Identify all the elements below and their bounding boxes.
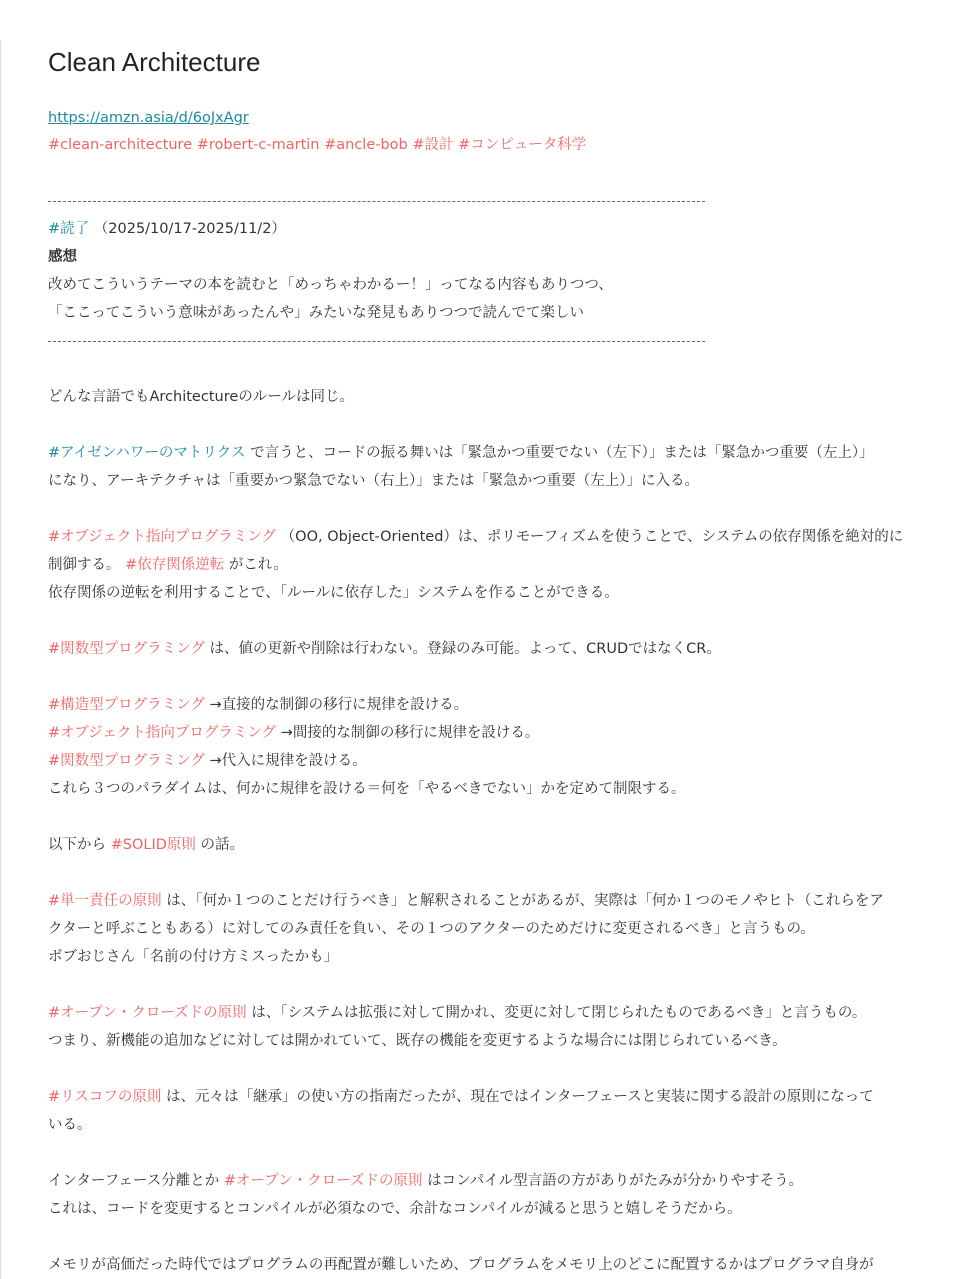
paragraph-3-line-1 bbox=[48, 525, 903, 549]
paragraph-7-line-1 bbox=[48, 889, 884, 913]
paragraph-text: の話。 bbox=[195, 837, 245, 853]
tag-liskov[interactable]: #リスコフの原則 bbox=[48, 1089, 162, 1105]
paragraph-text: 以下から bbox=[48, 837, 111, 853]
tag-open-closed[interactable]: #オープン・クローズドの原則 bbox=[48, 1005, 247, 1021]
paragraph-text: は、元々は「継承」の使い方の指南だったが、現在ではインターフェースと実装に関する設計の原則になって bbox=[161, 1089, 874, 1105]
tag-dependency-inversion[interactable]: #依存関係逆転 bbox=[125, 557, 225, 573]
paragraph-text: 制御する。 bbox=[48, 557, 126, 573]
paragraph-text: は、「何か１つのことだけ行うべき」と解釈されることがあるが、実際は「何か１つのモノやヒト（これらをア bbox=[161, 893, 884, 909]
tag-list bbox=[48, 133, 586, 157]
paragraph-10-line-2: これは、コードを変更するとコンパイルが必須なので、余計なコンパイルが減ると思うと嬉しそうだから。 bbox=[48, 1201, 742, 1217]
paragraph-text: （OO, Object-Oriented）は、ポリモーフィズムを使うことで、システムの依存関係を絶対的に bbox=[276, 529, 904, 545]
paragraph-text: は、値の更新や削除は行わない。登録のみ可能。よって、CRUDではなくCR。 bbox=[204, 641, 721, 657]
paragraph-8-line-2: つまり、新機能の追加などに対しては開かれていて、既存の機能を変更するような場合には閉じられているべき。 bbox=[48, 1033, 787, 1049]
paragraph-7-line-3: ボブおじさん「名前の付け方ミスったかも」 bbox=[48, 949, 339, 965]
paragraph-4 bbox=[48, 637, 721, 661]
read-status-line bbox=[48, 217, 286, 241]
left-border bbox=[0, 40, 1, 1279]
paragraph-3-line-3: 依存関係の逆転を利用することで、「ルールに依存した」システムを作ることができる。 bbox=[48, 585, 619, 601]
paragraph-text: →直接的な制御の移行に規律を設ける。 bbox=[204, 697, 469, 713]
tag-object-oriented-programming[interactable]: #オブジェクト指向プログラミング bbox=[48, 725, 277, 741]
impression-heading: 感想 bbox=[48, 249, 77, 265]
tag-functional-programming[interactable]: #関数型プログラミング bbox=[48, 641, 205, 657]
impression-line-1: 改めてこういうテーマの本を読むと「めっちゃわかるー！」ってなる内容もありつつ、 bbox=[48, 277, 613, 293]
paragraph-text: は、「システムは拡張に対して開かれ、変更に対して閉じられたものであるべき」と言うもの。 bbox=[246, 1005, 867, 1021]
paragraph-9-line-2: いる。 bbox=[48, 1117, 92, 1133]
tag-ancle-bob[interactable]: #ancle-bob bbox=[324, 137, 408, 153]
page-title: Clean Architecture bbox=[48, 47, 261, 77]
paragraph-1: どんな言語でもArchitectureのルールは同じ。 bbox=[48, 389, 354, 405]
tag-clean-architecture[interactable]: #clean-architecture bbox=[48, 137, 193, 153]
tag-solid-principles[interactable]: #SOLID原則 bbox=[110, 837, 196, 853]
link-line bbox=[48, 106, 249, 130]
paragraph-8-line-1 bbox=[48, 1001, 866, 1025]
paragraph-5-line-3 bbox=[48, 749, 367, 773]
impression-line-2: 「ここってこういう意味があったんや」みたいな発見もありつつで読んでて楽しい bbox=[48, 305, 585, 321]
tag-eisenhower-matrix[interactable]: #アイゼンハワーのマトリクス bbox=[48, 445, 246, 461]
divider-top bbox=[48, 201, 705, 202]
paragraph-9-line-1 bbox=[48, 1085, 874, 1109]
amazon-link[interactable]: https://amzn.asia/d/6oJxAgr bbox=[48, 110, 249, 126]
tag-robert-c-martin[interactable]: #robert-c-martin bbox=[196, 137, 320, 153]
paragraph-text: インターフェース分離とか bbox=[48, 1173, 224, 1189]
paragraph-3-line-2 bbox=[48, 553, 288, 577]
tag-design[interactable]: #設計 bbox=[412, 137, 454, 153]
paragraph-10-line-1 bbox=[48, 1169, 803, 1193]
paragraph-5-line-1 bbox=[48, 693, 468, 717]
paragraph-6 bbox=[48, 833, 244, 857]
read-period: （2025/10/17-2025/11/2） bbox=[93, 221, 286, 237]
tag-single-responsibility[interactable]: #単一責任の原則 bbox=[48, 893, 162, 909]
tag-functional-programming[interactable]: #関数型プログラミング bbox=[48, 753, 205, 769]
paragraph-text: はコンパイル型言語の方がありがたみが分かりやすそう。 bbox=[422, 1173, 804, 1189]
tag-computer-science[interactable]: #コンピュータ科学 bbox=[458, 137, 587, 153]
paragraph-text: がこれ。 bbox=[224, 557, 288, 573]
tag-open-closed[interactable]: #オープン・クローズドの原則 bbox=[223, 1173, 423, 1189]
paragraph-7-line-2: クターと呼ぶこともある）に対してのみ責任を負い、その１つのアクターのためだけに変更されるべき」と言うもの。 bbox=[48, 921, 815, 937]
divider-bottom bbox=[48, 341, 705, 342]
tag-read-complete[interactable]: #読了 bbox=[48, 221, 90, 237]
paragraph-text: →代入に規律を設ける。 bbox=[204, 753, 367, 769]
paragraph-text: →間接的な制御の移行に規律を設ける。 bbox=[276, 725, 540, 741]
paragraph-5-line-2 bbox=[48, 721, 539, 745]
paragraph-text: で言うと、コードの振る舞いは「緊急かつ重要でない（左下）」または「緊急かつ重要（左上）」 bbox=[245, 445, 874, 461]
paragraph-2-line-1 bbox=[48, 441, 874, 465]
tag-object-oriented-programming[interactable]: #オブジェクト指向プログラミング bbox=[48, 529, 277, 545]
paragraph-11: メモリが高価だった時代ではプログラムの再配置が難しいため、プログラムをメモリ上のどこに配置するかはプログラマ自身が bbox=[48, 1257, 874, 1273]
tag-structured-programming[interactable]: #構造型プログラミング bbox=[48, 697, 205, 713]
paragraph-5-line-4: これら３つのパラダイムは、何かに規律を設ける＝何を「やるべきでない」かを定めて制限する。 bbox=[48, 781, 686, 797]
paragraph-2-line-2: になり、アーキテクチャは「重要かつ緊急でない（右上）」または「緊急かつ重要（左上）」に入る。 bbox=[48, 473, 700, 489]
